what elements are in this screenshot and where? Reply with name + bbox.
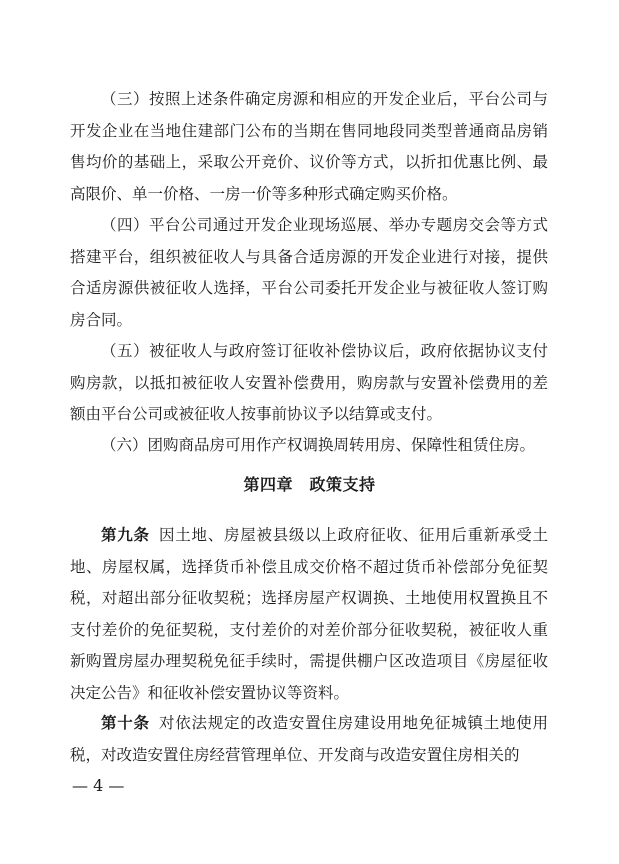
chapter-heading: 第四章 政策支持 <box>243 475 376 494</box>
article-text: 因土地、房屋被县级以上政府征收、征用后重新承受土地、房屋权属，选择货币补偿且成交价格不超过货币补偿部分免征契税，对超出部分征收契税；选择房屋产权调换、土地使用权置换且不支付差价的免征契税，支付差价的对差价部分征收契税，被征收人重新购置房屋办理契税免征手续时，需提供棚户区改造项目《房屋征收决定公告》和征收补偿安置协议等资料。 <box>70 526 548 702</box>
paragraph-text: （三）按照上述条件确定房源和相应的开发企业后，平台公司与开发企业在当地住建部门公布的当期在售同地段同类型普通商品房销售均价的基础上，采取公开竞价、议价等方式，以折扣优惠比例、最高限价、单一价格、一房一价等多种形式确定购买价格。 <box>70 90 548 203</box>
paragraph-text: （五）被征收人与政府签订征收补偿协议后，政府依据协议支付购房款，以抵扣被征收人安置补偿费用，购房款与安置补偿费用的差额由平台公司或被征收人按事前协议予以结算或支付。 <box>70 342 548 423</box>
article-number: 第十条 <box>101 714 150 732</box>
paragraph-item-4 <box>70 210 548 336</box>
article-text: 对依法规定的改造安置住房建设用地免征城镇土地使用税，对改造安置住房经营管理单位、开发商与改造安置住房相关的 <box>70 714 548 764</box>
paragraph-item-6 <box>70 430 548 462</box>
page-number: — 4 — <box>72 776 125 795</box>
paragraph-item-5 <box>70 336 548 431</box>
paragraph-text: （四）平台公司通过开发企业现场巡展、举办专题房交会等方式搭建平台，组织被征收人与具备合适房源的开发企业进行对接，提供合适房源供被征收人选择，平台公司委托开发企业与被征收人签订购房合同。 <box>70 216 548 329</box>
article-10 <box>70 708 548 771</box>
paragraph-text: （六）团购商品房可用作产权调换周转用房、保障性租赁住房。 <box>101 436 536 454</box>
article-number: 第九条 <box>101 526 150 544</box>
article-9 <box>70 520 548 709</box>
paragraph-item-3 <box>70 84 548 210</box>
